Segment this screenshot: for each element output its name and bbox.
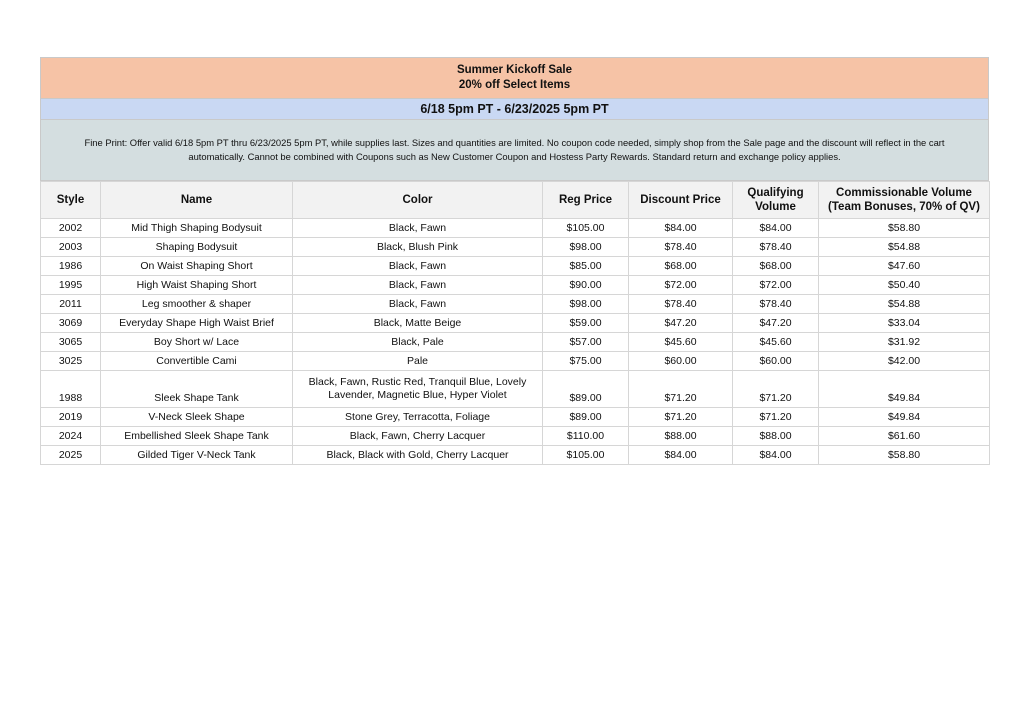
cell-commissionable-volume: $58.80	[819, 446, 990, 465]
cell-reg-price: $105.00	[543, 446, 629, 465]
cell-name: Shaping Bodysuit	[101, 238, 293, 257]
table-row	[41, 276, 990, 295]
cell-qualifying-volume: $84.00	[733, 219, 819, 238]
cell-discount-price: $78.40	[629, 295, 733, 314]
cell-name: Embellished Sleek Shape Tank	[101, 427, 293, 446]
table-row	[41, 314, 990, 333]
cell-discount-price: $45.60	[629, 333, 733, 352]
cell-discount-price: $60.00	[629, 352, 733, 371]
cell-discount-price: $84.00	[629, 219, 733, 238]
cell-color: Black, Fawn, Rustic Red, Tranquil Blue, Lovely Lavender, Magnetic Blue, Hyper Violet	[293, 371, 543, 408]
cell-name: Convertible Cami	[101, 352, 293, 371]
cell-discount-price: $88.00	[629, 427, 733, 446]
cell-reg-price: $98.00	[543, 238, 629, 257]
cell-color: Black, Blush Pink	[293, 238, 543, 257]
header-discount-price: Discount Price	[629, 182, 733, 219]
table-body	[41, 219, 990, 465]
header-name: Name	[101, 182, 293, 219]
sale-subtitle: 20% off Select Items	[458, 79, 571, 91]
cell-commissionable-volume: $54.88	[819, 295, 990, 314]
table-row	[41, 238, 990, 257]
cell-style: 2025	[41, 446, 101, 465]
sale-dates: 6/18 5pm PT - 6/23/2025 5pm PT	[41, 98, 988, 119]
cell-name: V-Neck Sleek Shape	[101, 408, 293, 427]
cell-color: Black, Matte Beige	[293, 314, 543, 333]
cell-name: Sleek Shape Tank	[101, 371, 293, 408]
cell-qualifying-volume: $78.40	[733, 238, 819, 257]
table-row	[41, 371, 990, 408]
cell-qualifying-volume: $72.00	[733, 276, 819, 295]
cell-qualifying-volume: $78.40	[733, 295, 819, 314]
table-row	[41, 219, 990, 238]
cell-style: 2019	[41, 408, 101, 427]
table-row	[41, 257, 990, 276]
header-color: Color	[293, 182, 543, 219]
cell-style: 3069	[41, 314, 101, 333]
cell-discount-price: $68.00	[629, 257, 733, 276]
cell-qualifying-volume: $68.00	[733, 257, 819, 276]
header-style: Style	[41, 182, 101, 219]
fine-print-text: Fine Print: Offer valid 6/18 5pm PT thru 6/23/2025 5pm PT, while supplies last. Sizes and quantities are limited. No coupon code needed, simply shop from the Sale page and the discount will reflect in the cart automatically. Cannot be combined with Coupons such as New Customer Coupon and Hostess Party Rewards. Standard return and exchange policy applies.	[84, 137, 945, 162]
cell-name: On Waist Shaping Short	[101, 257, 293, 276]
table-row	[41, 446, 990, 465]
cell-qualifying-volume: $47.20	[733, 314, 819, 333]
sale-banner	[40, 57, 989, 181]
table-row	[41, 295, 990, 314]
cell-reg-price: $98.00	[543, 295, 629, 314]
cell-color: Black, Pale	[293, 333, 543, 352]
table-row	[41, 333, 990, 352]
cell-name: Mid Thigh Shaping Bodysuit	[101, 219, 293, 238]
header-qualifying-volume: Qualifying Volume	[733, 182, 819, 219]
cell-style: 3065	[41, 333, 101, 352]
table-row	[41, 427, 990, 446]
cell-style: 1995	[41, 276, 101, 295]
cell-commissionable-volume: $58.80	[819, 219, 990, 238]
header-reg-price: Reg Price	[543, 182, 629, 219]
cell-style: 2024	[41, 427, 101, 446]
sale-items-table	[40, 181, 990, 465]
cell-reg-price: $75.00	[543, 352, 629, 371]
cell-style: 2002	[41, 219, 101, 238]
cell-color: Black, Fawn	[293, 276, 543, 295]
cell-name: Boy Short w/ Lace	[101, 333, 293, 352]
cell-discount-price: $47.20	[629, 314, 733, 333]
cell-color: Black, Fawn	[293, 219, 543, 238]
cell-commissionable-volume: $49.84	[819, 408, 990, 427]
cell-reg-price: $90.00	[543, 276, 629, 295]
cell-name: Leg smoother & shaper	[101, 295, 293, 314]
cell-name: Everyday Shape High Waist Brief	[101, 314, 293, 333]
cell-discount-price: $71.20	[629, 408, 733, 427]
cell-reg-price: $110.00	[543, 427, 629, 446]
cell-commissionable-volume: $49.84	[819, 371, 990, 408]
cell-discount-price: $71.20	[629, 371, 733, 408]
cell-discount-price: $72.00	[629, 276, 733, 295]
cell-color: Black, Fawn, Cherry Lacquer	[293, 427, 543, 446]
cell-style: 1986	[41, 257, 101, 276]
sale-title: Summer Kickoff Sale	[456, 64, 573, 76]
cell-commissionable-volume: $33.04	[819, 314, 990, 333]
sale-sheet	[40, 57, 989, 465]
cell-commissionable-volume: $61.60	[819, 427, 990, 446]
cell-commissionable-volume: $42.00	[819, 352, 990, 371]
cell-commissionable-volume: $54.88	[819, 238, 990, 257]
cell-discount-price: $84.00	[629, 446, 733, 465]
cell-qualifying-volume: $71.20	[733, 371, 819, 408]
cell-style: 1988	[41, 371, 101, 408]
cell-qualifying-volume: $88.00	[733, 427, 819, 446]
cell-reg-price: $89.00	[543, 371, 629, 408]
header-commissionable-volume: Commissionable Volume (Team Bonuses, 70% of QV)	[819, 182, 990, 219]
banner-title-block	[41, 58, 988, 98]
cell-discount-price: $78.40	[629, 238, 733, 257]
cell-color: Black, Black with Gold, Cherry Lacquer	[293, 446, 543, 465]
cell-qualifying-volume: $71.20	[733, 408, 819, 427]
cell-reg-price: $57.00	[543, 333, 629, 352]
cell-color: Stone Grey, Terracotta, Foliage	[293, 408, 543, 427]
cell-reg-price: $105.00	[543, 219, 629, 238]
cell-style: 3025	[41, 352, 101, 371]
table-row	[41, 408, 990, 427]
cell-commissionable-volume: $47.60	[819, 257, 990, 276]
cell-style: 2003	[41, 238, 101, 257]
cell-name: High Waist Shaping Short	[101, 276, 293, 295]
cell-qualifying-volume: $45.60	[733, 333, 819, 352]
cell-name: Gilded Tiger V-Neck Tank	[101, 446, 293, 465]
cell-reg-price: $59.00	[543, 314, 629, 333]
cell-color: Black, Fawn	[293, 295, 543, 314]
table-header-row	[41, 182, 990, 219]
cell-commissionable-volume: $31.92	[819, 333, 990, 352]
cell-qualifying-volume: $84.00	[733, 446, 819, 465]
cell-color: Black, Fawn	[293, 257, 543, 276]
cell-reg-price: $85.00	[543, 257, 629, 276]
fine-print	[41, 119, 988, 180]
cell-commissionable-volume: $50.40	[819, 276, 990, 295]
cell-qualifying-volume: $60.00	[733, 352, 819, 371]
cell-reg-price: $89.00	[543, 408, 629, 427]
table-row	[41, 352, 990, 371]
cell-style: 2011	[41, 295, 101, 314]
cell-color: Pale	[293, 352, 543, 371]
